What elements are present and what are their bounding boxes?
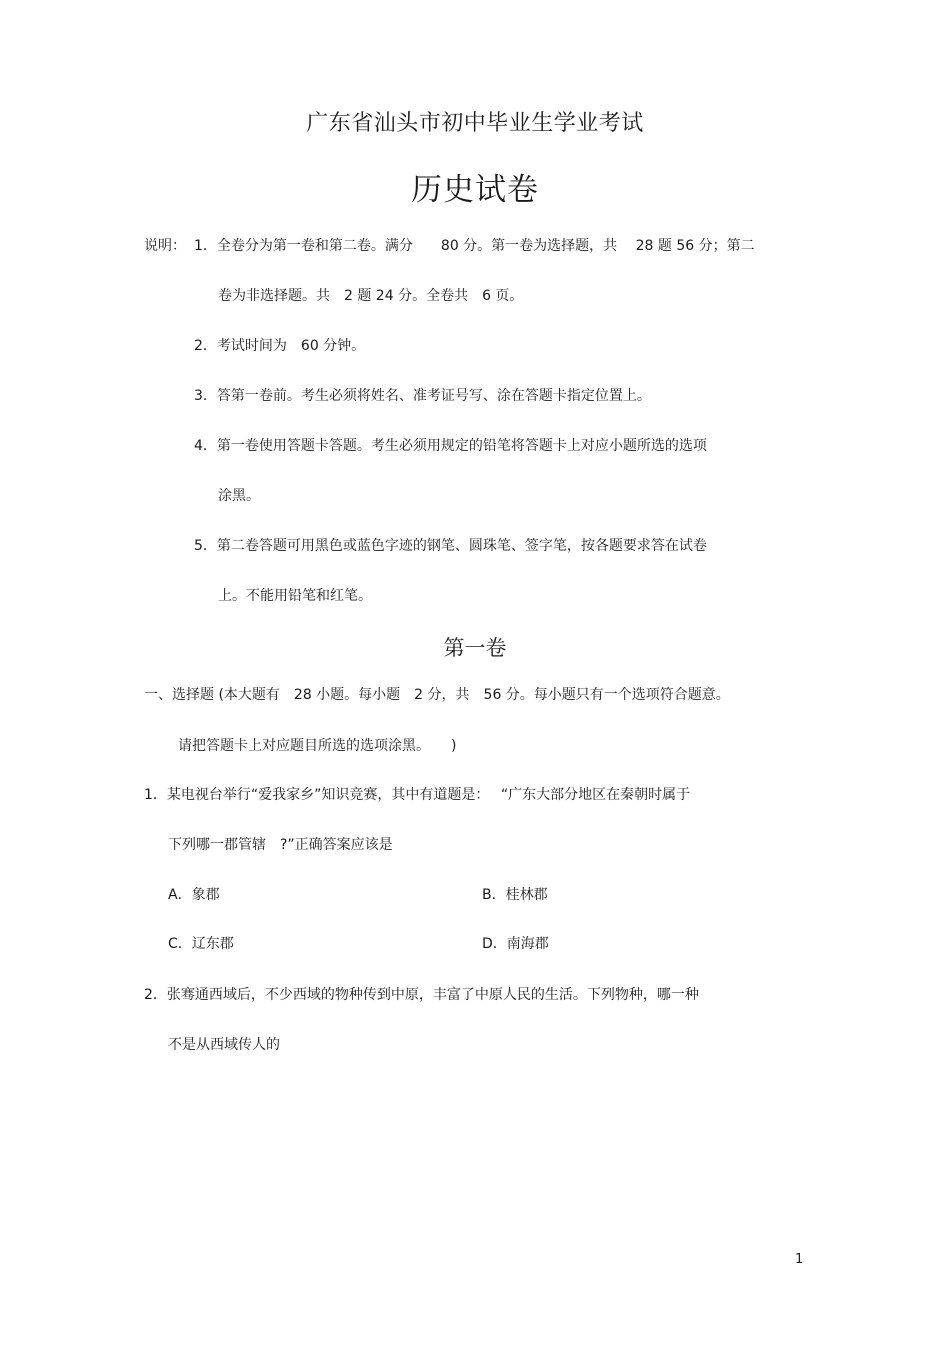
section-intro-line-1: 一、选择题 (本大题有 28 小题。每小题 2 分，共 56 分。每小题只有一个选项符合题意。 [144,687,730,703]
question-2-stem-line-1: 2．张骞通西域后，不少西域的物种传到中原，丰富了中原人民的生活。下列物种，哪一种 [144,987,699,1003]
question-1-option-a: A．象郡 [168,887,220,903]
instruction-item-5-line-2: 上。不能用铅笔和红笔。 [218,588,372,604]
question-1-option-c: C．辽东郡 [168,936,234,952]
question-2-stem-line-2: 不是从西域传人的 [168,1037,280,1053]
question-1-option-d: D．南海郡 [482,936,549,952]
instruction-item-2: 2．考试时间为 60 分钟。 [194,338,366,354]
instruction-item-4-line-1: 4．第一卷使用答题卡答题。考生必须用规定的铅笔将答题卡上对应小题所选的选项 [194,438,707,454]
question-1-option-b: B．桂林郡 [482,887,548,903]
question-1-stem-line-2: 下列哪一郡管辖 ?”正确答案应该是 [168,837,393,853]
page-number: 1 [795,1252,804,1267]
question-1-stem-line-1: 1．某电视台举行“爱我家乡”知识竞赛，其中有道题是： “广东大部分地区在秦朝时属于 [144,787,691,803]
section-intro-line-2: 请把答题卡上对应题目所选的选项涂黑。 ) [178,738,457,754]
section-title: 第一卷 [443,636,507,660]
document-subtitle: 历史试卷 [411,172,539,208]
instruction-item-4-line-2: 涂黑。 [218,488,260,504]
instructions-label: 说明： [144,238,186,254]
document-title: 广东省汕头市初中毕业生学业考试 [306,111,644,136]
instruction-item-5-line-1: 5．第二卷答题可用黑色或蓝色字迹的钢笔、圆珠笔、签字笔，按各题要求答在试卷 [194,538,707,554]
instruction-item-1-line-1: 1．全卷分为第一卷和第二卷。满分 80 分。第一卷为选择题，共 28 题 56 分；第二 [194,238,755,254]
instruction-item-3: 3．答第一卷前。考生必须将姓名、准考证号写、涂在答题卡指定位置上。 [194,388,651,404]
instruction-item-1-line-2: 卷为非选择题。共 2 题 24 分。全卷共 6 页。 [218,288,524,304]
